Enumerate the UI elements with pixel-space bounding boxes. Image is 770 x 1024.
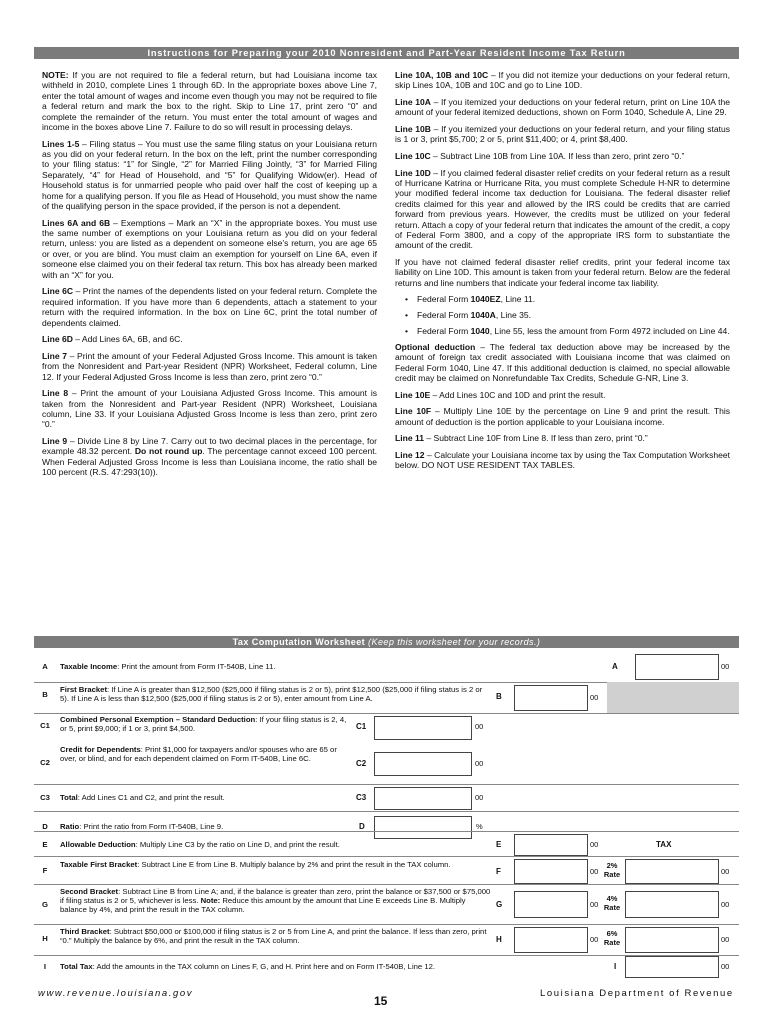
rate-value: 4% — [606, 894, 618, 903]
line-6c-text: – Print the names of the dependents listed on your federal return. Complete the required information. If you have more than 6 dependents, attach a statement to your return with the required information. In the box on Line 6C, print the total number of dependents claimed. — [42, 286, 377, 328]
line-b-amount-field[interactable] — [514, 685, 588, 711]
line-10f-text: – Multiply Line 10E by the percentage on Line 9 and print the result. This amount of deduction is the portion applicable to your Louisiana income. — [395, 406, 730, 427]
form-number: 1040EZ — [470, 294, 501, 305]
box-label-h: H — [496, 935, 502, 944]
line-10c-paragraph — [395, 151, 730, 161]
box-label-a: A — [612, 662, 618, 671]
form-line: , Line 11. — [500, 294, 536, 305]
worksheet-title — [34, 636, 739, 648]
box-label-c2: C2 — [356, 759, 367, 768]
line-6d-text: – Add Lines 6A, 6B, and 6C. — [72, 334, 183, 345]
instructions-columns — [42, 70, 730, 484]
box-label-e: E — [496, 840, 502, 849]
cents: 00 — [721, 867, 730, 876]
box-label-c1: C1 — [356, 722, 367, 731]
row-c1-text: : If your filing status is 2, 4, or 5, print $9,000; if 1 or 3, print $4,500. — [60, 715, 347, 734]
row-g-lead: Second Bracket — [60, 887, 119, 896]
line-6c-paragraph — [42, 286, 377, 328]
row-c1-instructions — [60, 715, 352, 733]
line-10d-text: – If you claimed federal disaster relief credits on your federal return as a result of Hurricane Katrina or Hurricane Rita, you must complete Schedule H-NR to determine your modified federal income tax deduction for Louisiana. The federal disaster relief credits claimed for this year and allowed by the IRS could be credits that are carried forward from previous years. However, the credits must be utilized on your federal return. Attach a copy of your federal return that indicates the amount of the credit, a copy of Federal Form 3800, and a copy of the appropriate IRS form to substantiate the amount of the credit. — [395, 167, 730, 251]
row-letter: G — [42, 900, 48, 909]
row-letter: C3 — [40, 793, 50, 802]
line-12-lead: Line 12 — [395, 450, 425, 461]
row-g-note: Note: — [200, 896, 221, 906]
row-g-text: : Subtract Line B from Line A; and, if the balance is greater than zero, print the balance or $37,500 or $75,000 if filing status is 2 or 5, whichever is less. — [60, 887, 491, 906]
form-prefix: Federal Form — [417, 310, 471, 321]
row-letter: H — [42, 934, 48, 943]
row-f-instructions — [60, 860, 492, 869]
federal-liability-paragraph: If you have not claimed federal disaster relief credits, print your federal income tax liability on Line 10D. This amount is taken from your federal return. Below are the federal returns and line numbers that indicate your federal income tax liability. — [395, 257, 730, 288]
worksheet-row-c3 — [34, 784, 739, 810]
tax-column-header: TAX — [656, 840, 672, 849]
line-10e-paragraph — [395, 390, 730, 400]
row-b-instructions — [60, 685, 490, 703]
cents: 00 — [475, 793, 484, 802]
rate-label — [602, 894, 622, 912]
box-label-d: D — [359, 822, 365, 831]
rate-label — [602, 929, 622, 947]
line-9-text: – Divide Line 8 by Line 7. Carry out to two decimal places in the percentage, for example 48.32 percent. — [42, 435, 378, 457]
lines-1-5-paragraph — [42, 139, 377, 212]
page-number: 15 — [374, 994, 388, 1008]
line-10d-lead: Line 10D — [395, 167, 431, 178]
line-c2-amount-field[interactable] — [374, 752, 472, 776]
line-7-paragraph — [42, 351, 377, 382]
line-10a-lead: Line 10A — [395, 97, 431, 107]
row-g-text2: Reduce this amount by the amount that Line E exceeds Line B. Multiply balance by 4%, and print the result in the TAX column. — [60, 896, 466, 915]
row-c2-text: : Print $1,000 for taxpayers and/or spouses who are 65 or over, or blind, and for each dependent claimed on Form IT-540B, Line 6C. — [60, 745, 337, 764]
row-h-instructions — [60, 927, 492, 945]
cents: 00 — [721, 900, 730, 909]
line-12-paragraph — [395, 450, 730, 471]
rate-value: 6% — [606, 929, 618, 938]
form-number: 1040 — [470, 325, 490, 336]
optional-deduction-text: – The federal tax deduction above may be increased by the amount of foreign tax credit associated with Louisiana income that was claimed on Federal Form 1040, Line 47. If this additional deduction is claimed, no special allowable credit may be claimed on Nonrefundable Tax Credits, Schedule G-NR, Line 3. — [395, 342, 730, 384]
row-a-lead: Taxable Income — [60, 662, 118, 671]
worksheet-row-c2 — [34, 743, 739, 783]
line-7-text: – Print the amount of your Federal Adjusted Gross Income. This amount is taken from the Nonresident and Part-year Resident (NPR) Worksheet, Federal column, Line 12. If your Federal Adjusted Gross Income is less than zero, print zero “0.” — [42, 350, 377, 382]
line-10b-lead: Line 10B — [395, 124, 431, 134]
row-f-text: : Subtract Line E from Line B. Multiply balance by 2% and print the result in the TAX column. — [137, 860, 451, 869]
line-9-paragraph — [42, 436, 377, 478]
line-f-tax-field[interactable] — [625, 859, 719, 884]
line-h-tax-field[interactable] — [625, 927, 719, 953]
worksheet-row-a — [34, 651, 739, 681]
box-label-i: I — [614, 962, 617, 971]
worksheet-row-b — [34, 682, 739, 712]
box-label-g: G — [496, 900, 503, 909]
line-10e-lead: Line 10E — [395, 389, 431, 400]
tax-computation-worksheet — [34, 651, 739, 978]
shaded-area — [607, 682, 739, 713]
row-c2-lead: Credit for Dependents — [60, 745, 141, 754]
row-e-lead: Allowable Deduction — [60, 840, 136, 849]
row-letter: F — [42, 866, 48, 875]
federal-forms-list — [395, 294, 730, 336]
cents: 00 — [721, 662, 730, 671]
lines-6a-6b-lead: Lines 6A and 6B — [42, 217, 111, 228]
line-10abc-text: – If you did not itemize your deductions on your federal return, skip Lines 10A, 10B and 10C and go to Line 10D. — [395, 70, 730, 91]
line-10a-paragraph — [395, 97, 730, 118]
line-f-amount-field[interactable] — [514, 859, 588, 884]
row-h-lead: Third Bracket — [60, 927, 110, 936]
worksheet-row-e — [34, 832, 739, 856]
row-letter: I — [43, 962, 47, 971]
row-b-text: : If Line A is greater than $12,500 ($25,000 if filing status is 2 or 5), print $12,500 ($25,000 if filing status is 2 or 5). If Line A is less than $12,500 ($25,000 if filing status is 2 or 5), enter amount from Line A. — [60, 685, 483, 704]
row-f-lead: Taxable First Bracket — [60, 860, 138, 869]
row-c3-lead: Total — [60, 793, 78, 802]
line-6c-lead: Line 6C — [42, 286, 73, 297]
worksheet-row-i — [34, 955, 739, 977]
line-12-text: – Calculate your Louisiana income tax by using the Tax Computation Worksheet below. DO NOT USE RESIDENT TAX TABLES. — [395, 450, 731, 471]
row-a-text: : Print the amount from Form IT-540B, Line 11. — [117, 662, 276, 671]
row-e-text: : Multiply Line C3 by the ratio on Line D, and print the result. — [135, 840, 340, 849]
row-e-instructions — [60, 840, 490, 849]
optional-deduction-paragraph — [395, 342, 730, 384]
cents: 00 — [475, 759, 484, 768]
row-h-text: : Subtract $50,000 or $100,000 if filing status is 2 or 5 from Line A, and print the balance. If less than zero, print “0.” Multiply the balance by 6%, and print the result in the TAX column. — [60, 927, 487, 946]
cents: 00 — [590, 900, 599, 909]
row-d-text: : Print the ratio from Form IT-540B, Line 9. — [79, 822, 224, 831]
line-8-paragraph — [42, 388, 377, 430]
rate-word: Rate — [603, 870, 621, 879]
form-line: , Line 35. — [495, 310, 532, 321]
line-10d-paragraph — [395, 168, 730, 251]
row-d-instructions — [60, 822, 352, 831]
note-lead: NOTE: — [42, 70, 69, 80]
cents: 00 — [590, 935, 599, 944]
percent-sign: % — [476, 822, 483, 831]
right-column — [395, 70, 730, 484]
form-prefix: Federal Form — [417, 325, 471, 336]
row-i-lead: Total Tax — [60, 962, 93, 971]
cents: 00 — [475, 722, 484, 731]
worksheet-row-c1 — [34, 713, 739, 743]
line-g-tax-field[interactable] — [625, 891, 719, 918]
line-10b-paragraph — [395, 124, 730, 145]
row-c3-instructions — [60, 793, 352, 802]
line-a-amount-field[interactable] — [635, 654, 719, 680]
footer-department: Louisiana Department of Revenue — [540, 988, 734, 999]
row-b-lead: First Bracket — [60, 685, 107, 694]
line-c1-amount-field[interactable] — [374, 716, 472, 740]
row-a-instructions — [60, 662, 500, 671]
rate-word: Rate — [603, 938, 621, 947]
rate-label — [602, 861, 622, 879]
lines-1-5-text: – Filing status – You must use the same filing status on your Louisiana return as you did on your federal return. In the box on the left, print the number corresponding to your filing status: “1” for Single, “2” for Married Filing Jointly, “3” for Married Filing Separately, “4” for Head of Household, and “5” for Qualifying Widow(er). Head of Household status is for unmarried people who paid over half the cost of keeping up a home for a qualifying person. If you file as Head of Household, you must show the name of the qualifying person in the space provided, if the person is not a dependent. — [42, 138, 377, 212]
row-i-instructions — [60, 962, 580, 971]
row-d-lead: Ratio — [60, 822, 80, 831]
line-10a-text: – If you itemized your deductions on your federal return, print on Line 10A the amount of your federal itemized deductions, shown on Form 1040, Schedule A, Line 29. — [395, 97, 731, 118]
worksheet-row-f — [34, 856, 739, 884]
line-10b-text: – If you itemized your deductions on your federal return, and your filing status is 1 or 3, print $5,700; 2 or 5, print $11,400; or 4, print $8,400. — [395, 124, 730, 145]
note-text: If you are not required to file a federal return, but had Louisiana income tax withheld in 2010, complete Lines 1 through 6D. In the appropriate boxes above Line 7, enter the total amount of wages and income even though you may not be required to file a federal return and mark the box to the right. Skip to Line 17, print zero “0” and complete the remainder of the return. You must enter the total amount of wages and income in the boxes above Line 7. Failure to do so will result in processing delays. — [42, 70, 377, 133]
line-10abc-paragraph — [395, 70, 730, 91]
row-c3-text: : Add Lines C1 and C2, and print the result. — [77, 793, 225, 802]
cents: 00 — [721, 935, 730, 944]
row-letter: C2 — [40, 758, 50, 767]
cents: 00 — [590, 840, 599, 849]
line-10abc-lead: Line 10A, 10B and 10C — [395, 70, 489, 80]
left-column — [42, 70, 377, 484]
row-g-instructions — [60, 887, 492, 915]
line-8-lead: Line 8 — [42, 388, 69, 399]
footer-website: www.revenue.louisiana.gov — [38, 988, 194, 999]
row-letter: D — [42, 822, 48, 831]
line-8-text: – Print the amount of your Louisiana Adjusted Gross Income. This amount is taken from the Nonresident and Part-year Resident (NPR) Worksheet, Louisiana column, Line 33. If your Louisiana Adjusted Gross Income is less than zero, print zero “0.” — [42, 388, 377, 430]
worksheet-row-h — [34, 924, 739, 954]
cents: 00 — [590, 867, 599, 876]
row-c1-lead: Combined Personal Exemption – Standard Deduction — [60, 715, 256, 724]
line-10e-text: – Add Lines 10C and 10D and print the result. — [430, 389, 606, 400]
page-title: Instructions for Preparing your 2010 Nonresident and Part-Year Resident Income Tax Return — [34, 47, 739, 59]
lines-6a-6b-text: – Exemptions – Mark an “X” in the appropriate boxes. You must use the same number of exemptions on your Louisiana return as you did on your federal return, unless: you are listed as a dependent on someone else’s return, you are age 65 or over, or you are blind. You must claim an exemption for yourself on Line 6A, even if someone else claimed you on their federal tax return. This box has already been marked with an “X” for you. — [42, 217, 377, 280]
rate-value: 2% — [606, 861, 618, 870]
row-letter: A — [42, 662, 48, 671]
lines-6a-6b-paragraph — [42, 218, 377, 280]
line-10c-text: – Subtract Line 10B from Line 10A. If less than zero, print zero “0.” — [430, 151, 685, 161]
line-9-bold: Do not round up — [134, 446, 203, 457]
line-i-total-tax-field[interactable] — [625, 956, 719, 978]
box-label-b: B — [496, 692, 502, 701]
line-10f-lead: Line 10F — [395, 406, 432, 417]
rate-word: Rate — [603, 903, 621, 912]
cents: 00 — [721, 962, 730, 971]
line-10f-paragraph — [395, 406, 730, 427]
form-number: 1040A — [470, 310, 496, 321]
line-9-text2: . The percentage cannot exceed 100 percent. When Federal Adjusted Gross Income is less than Louisiana income, the ratio shall be 100 percent (R.S. 47:293(10)). — [42, 446, 377, 478]
optional-deduction-lead: Optional deduction — [395, 342, 476, 353]
note-paragraph — [42, 70, 377, 132]
line-g-amount-field[interactable] — [514, 891, 588, 918]
line-11-paragraph — [395, 433, 730, 443]
row-letter: C1 — [40, 721, 50, 730]
line-11-lead: Line 11 — [395, 433, 424, 444]
list-item — [395, 294, 730, 304]
worksheet-row-g — [34, 884, 739, 924]
line-6d-paragraph — [42, 334, 377, 344]
lines-1-5-lead: Lines 1-5 — [42, 138, 80, 149]
row-letter: E — [42, 840, 48, 849]
list-item — [395, 326, 730, 336]
row-i-text: : Add the amounts in the TAX column on Lines F, G, and H. Print here and on Form IT-540B, Line 12. — [92, 962, 436, 971]
row-letter: B — [42, 690, 48, 699]
box-label-c3: C3 — [356, 793, 367, 802]
line-h-amount-field[interactable] — [514, 927, 588, 953]
list-item — [395, 310, 730, 320]
line-10c-lead: Line 10C — [395, 151, 431, 161]
cents: 00 — [590, 693, 599, 702]
worksheet-subtitle: (Keep this worksheet for your records.) — [368, 637, 541, 647]
box-label-f: F — [496, 867, 501, 876]
line-6d-lead: Line 6D — [42, 334, 73, 345]
line-7-lead: Line 7 — [42, 350, 67, 361]
line-c3-amount-field[interactable] — [374, 787, 472, 810]
worksheet-title-text: Tax Computation Worksheet — [232, 637, 366, 647]
row-c2-instructions — [60, 745, 352, 763]
line-9-lead: Line 9 — [42, 435, 68, 446]
line-e-amount-field[interactable] — [514, 834, 588, 856]
form-line: , Line 55, less the amount from Form 4972 included on Line 44. — [489, 325, 730, 336]
form-prefix: Federal Form — [417, 294, 471, 305]
line-11-text: – Subtract Line 10F from Line 8. If less than zero, print “0.” — [423, 433, 648, 444]
